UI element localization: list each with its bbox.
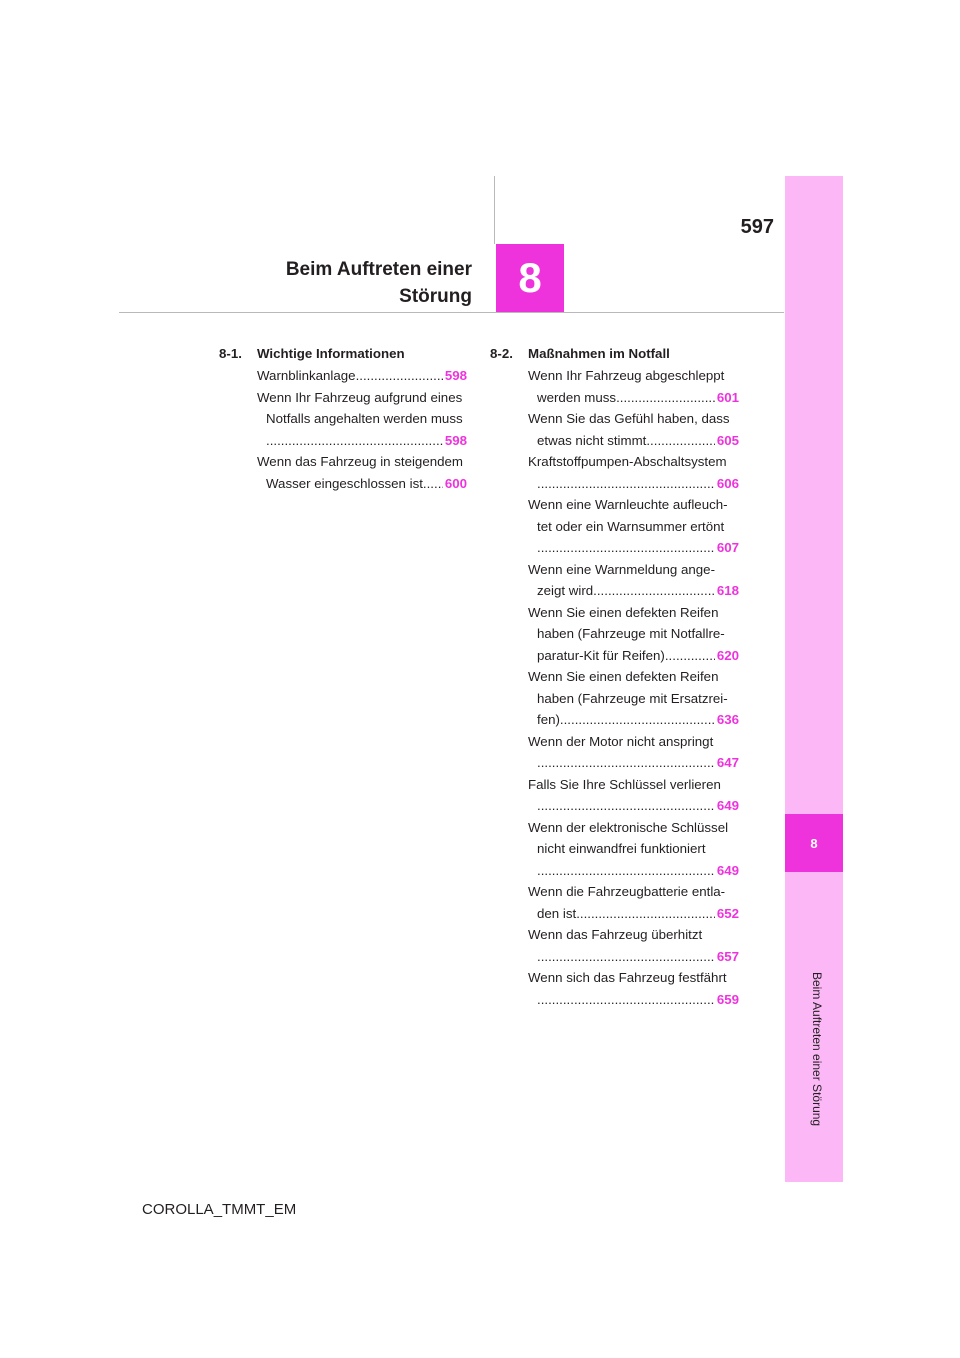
- toc-entry[interactable]: [528, 666, 739, 731]
- chapter-title: [200, 256, 472, 310]
- toc-entry-text: zeigt wird: [537, 583, 594, 598]
- chapter-number-box: 8: [496, 244, 564, 312]
- toc-entry-text: fen): [537, 712, 560, 727]
- toc-entry[interactable]: [528, 774, 739, 817]
- toc-entry-leader: [528, 645, 739, 667]
- section-title: Wichtige Informationen: [257, 346, 405, 361]
- dot-leader: [560, 709, 715, 731]
- toc-entry[interactable]: [528, 924, 739, 967]
- toc-entry-text: Wenn die Fahrzeugbatterie entla-: [528, 884, 726, 899]
- toc-entry-leader: [528, 580, 739, 602]
- dot-leader: [537, 946, 715, 968]
- document-code: COROLLA_TMMT_EM: [142, 1201, 297, 1218]
- toc-column-left: [219, 343, 467, 494]
- toc-entry-text: Wasser eingeschlossen ist: [266, 475, 423, 491]
- toc-entry-leader: [257, 473, 467, 495]
- page-link[interactable]: 647: [716, 755, 739, 770]
- toc-entry-text: Wenn das Fahrzeug überhitzt: [528, 927, 703, 942]
- chapter-title-line2: Störung: [399, 286, 472, 307]
- toc-entry[interactable]: [528, 817, 739, 882]
- page-link[interactable]: 606: [716, 475, 739, 491]
- toc-entry-leader: [528, 430, 739, 452]
- dot-leader: [537, 989, 715, 1011]
- page-number: 597: [740, 216, 774, 238]
- dot-leader: [423, 473, 443, 495]
- section-number: 8-2.: [490, 346, 513, 361]
- toc-entry-text: etwas nicht stimmt: [537, 432, 647, 448]
- dot-leader: [646, 430, 714, 452]
- dot-leader: [537, 795, 715, 817]
- toc-entry-text: werden muss: [537, 389, 617, 405]
- toc-entry-text: haben (Fahrzeuge mit Ersatzrei-: [537, 690, 728, 706]
- toc-entry-text: Wenn der Motor nicht anspringt: [528, 733, 714, 749]
- toc-entry[interactable]: [528, 602, 739, 667]
- toc-entry-text: den ist: [537, 905, 577, 921]
- toc-entry-leader: [528, 795, 739, 817]
- toc-entry[interactable]: [528, 731, 739, 774]
- toc-entry-text: Wenn eine Warnmeldung ange-: [528, 561, 716, 577]
- toc-entry[interactable]: [528, 365, 739, 408]
- toc-entry-leader: [528, 387, 739, 409]
- side-tab-number[interactable]: 8: [785, 814, 843, 872]
- toc-entry-leader: [528, 537, 739, 559]
- section-heading: [490, 343, 739, 365]
- toc-entry-text: Wenn Ihr Fahrzeug abgeschleppt: [528, 368, 725, 383]
- toc-entry-text: Warnblinkanlage: [257, 368, 356, 383]
- toc-entry-text: paratur-Kit für Reifen): [537, 647, 665, 663]
- section-title: Maßnahmen im Notfall: [528, 346, 670, 361]
- toc-entry[interactable]: [528, 451, 739, 494]
- toc-entry-text: Kraftstoffpumpen-Abschaltsystem: [528, 454, 727, 469]
- page-link[interactable]: 649: [716, 798, 739, 813]
- page-link[interactable]: 600: [444, 475, 467, 491]
- toc-entry-leader: [257, 430, 467, 452]
- dot-leader: [665, 645, 715, 667]
- toc-entry-text: Wenn Sie einen defekten Reifen: [528, 604, 719, 620]
- dot-leader: [356, 365, 443, 387]
- page-link[interactable]: 636: [716, 712, 739, 727]
- page-link[interactable]: 652: [716, 905, 739, 921]
- page-link[interactable]: 598: [444, 368, 467, 383]
- toc-entry[interactable]: [257, 387, 467, 452]
- page-link[interactable]: 620: [716, 647, 739, 663]
- toc-entry-text: Wenn Ihr Fahrzeug aufgrund eines: [257, 389, 463, 405]
- page-link[interactable]: 659: [716, 991, 739, 1007]
- toc-entry-text: tet oder ein Warnsummer ertönt: [537, 518, 725, 534]
- toc-entry-text: haben (Fahrzeuge mit Notfallre-: [537, 626, 725, 641]
- page-link[interactable]: 657: [716, 948, 739, 964]
- toc-entry[interactable]: [528, 967, 739, 1010]
- page-link[interactable]: 598: [444, 432, 467, 448]
- toc-entry-text: Wenn das Fahrzeug in steigendem: [257, 454, 463, 469]
- toc-entry-text: Wenn Sie das Gefühl haben, dass: [528, 411, 730, 426]
- toc-entry-text: Wenn sich das Fahrzeug festfährt: [528, 970, 727, 985]
- dot-leader: [576, 903, 715, 925]
- dot-leader: [266, 430, 443, 452]
- dot-leader: [616, 387, 715, 409]
- toc-entry-text: Wenn eine Warnleuchte aufleuch-: [528, 497, 728, 512]
- chapter-title-line1: Beim Auftreten einer: [285, 259, 472, 280]
- section-number: 8-1.: [219, 346, 242, 361]
- toc-column-right: [490, 343, 739, 1010]
- toc-entry[interactable]: [528, 559, 739, 602]
- toc-entry[interactable]: [257, 451, 467, 494]
- toc-entry-leader: [528, 946, 739, 968]
- dot-leader: [537, 860, 715, 882]
- toc-entry[interactable]: [528, 494, 739, 559]
- toc-entry-leader: [257, 365, 467, 387]
- toc-entry[interactable]: [257, 365, 467, 387]
- section-heading: [219, 343, 467, 365]
- toc-entry-leader: [528, 473, 739, 495]
- header-divider-horizontal: [119, 312, 784, 313]
- toc-entry-leader: [528, 752, 739, 774]
- toc-entry[interactable]: [528, 881, 739, 924]
- page-link[interactable]: 649: [716, 862, 739, 878]
- toc-entry-leader: [528, 709, 739, 731]
- page-link[interactable]: 605: [716, 432, 739, 448]
- header-divider-vertical: [494, 176, 495, 244]
- toc-entry-text: Wenn Sie einen defekten Reifen: [528, 669, 719, 684]
- dot-leader: [537, 537, 715, 559]
- page-link[interactable]: 618: [716, 583, 739, 598]
- page-link[interactable]: 601: [716, 389, 739, 405]
- toc-entry-text: nicht einwandfrei funktioniert: [537, 841, 706, 856]
- toc-entry-leader: [528, 903, 739, 925]
- toc-entry-text: Notfalls angehalten werden muss: [266, 411, 463, 426]
- dot-leader: [593, 580, 715, 602]
- toc-entry-text: Falls Sie Ihre Schlüssel verlieren: [528, 776, 721, 792]
- side-tab-label: Beim Auftreten einer Störung: [810, 972, 824, 1127]
- toc-entry-leader: [528, 989, 739, 1011]
- toc-entry[interactable]: [528, 408, 739, 451]
- page-link[interactable]: 607: [716, 540, 739, 555]
- dot-leader: [537, 752, 715, 774]
- dot-leader: [537, 473, 715, 495]
- toc-entry-text: Wenn der elektronische Schlüssel: [528, 819, 729, 835]
- toc-entry-leader: [528, 860, 739, 882]
